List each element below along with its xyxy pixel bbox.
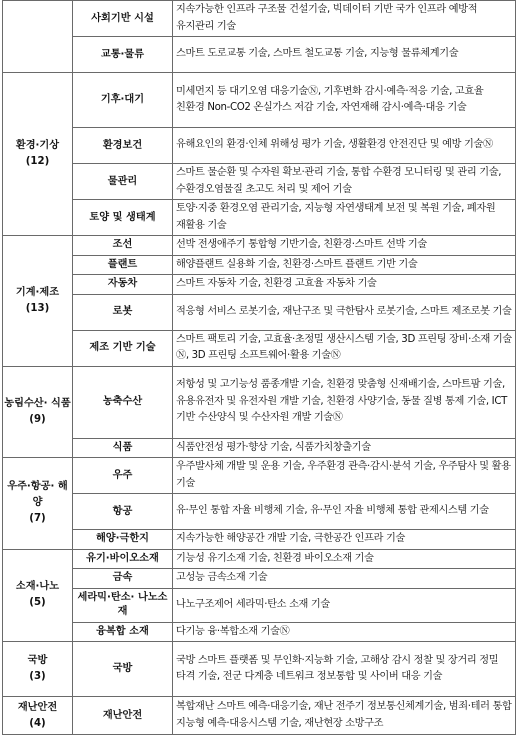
table-row <box>3 366 516 438</box>
description-cell: 선박 전생애주기 통합형 기반기술, 친환경·스마트 선박 기술 <box>173 236 516 256</box>
table-row <box>3 438 516 458</box>
table-row <box>3 275 516 295</box>
description-cell: 우주발사체 개발 및 운용 기술, 우주환경 관측·감시·분석 기술, 우주탐사 및 활용 기술 <box>173 458 516 494</box>
subcategory-cell: 제조 기반 기술 <box>73 330 173 366</box>
subcategory-cell: 유기·바이오소재 <box>73 549 173 569</box>
description-cell: 스마트 도로교통 기술, 스마트 철도교통 기술, 지능형 물류체계기술 <box>173 37 516 73</box>
table-row <box>3 494 516 530</box>
table-row <box>3 128 516 164</box>
subcategory-cell: 환경보건 <box>73 128 173 164</box>
category-cell <box>3 642 73 697</box>
subcategory-cell: 로봇 <box>73 294 173 330</box>
table-row <box>3 588 516 622</box>
category-name: 농림수산· 식품 <box>4 397 71 409</box>
table-row <box>3 200 516 236</box>
subcategory-cell: 우주 <box>73 458 173 494</box>
table-row <box>3 697 516 735</box>
subcategory-cell: 국방 <box>73 642 173 697</box>
table-row <box>3 1 516 37</box>
table-row <box>3 458 516 494</box>
description-cell: 식품안전성 평가·향상 기술, 식품가치창출기술 <box>173 438 516 458</box>
category-name: 국방 <box>27 655 48 666</box>
subcategory-cell: 해양·극한지 <box>73 530 173 550</box>
subcategory-cell: 세라믹·탄소· 나노소재 <box>73 588 173 622</box>
category-cell <box>3 236 73 367</box>
subcategory-cell: 금속 <box>73 569 173 589</box>
category-cell <box>3 366 73 458</box>
table-row <box>3 73 516 128</box>
category-count: (13) <box>25 302 50 314</box>
category-name: 소재·나노 <box>15 581 60 593</box>
subcategory-cell: 사회기반 시설 <box>73 1 173 37</box>
description-cell: 스마트 팩토리 기술, 고효율·초정밀 생산시스템 기술, 3D 프린팅 장비·소재 기술Ⓝ, 3D 프린팅 소프트웨어·활용 기술Ⓝ <box>173 330 516 366</box>
subcategory-cell: 조선 <box>73 236 173 256</box>
description-cell: 복합재난 스마트 예측·대응기술, 재난 전주기 정보통신체계기술, 범죄·테러 통합 지능형 예측·대응시스템 기술, 재난현장 소방구조 <box>173 697 516 735</box>
description-cell: 토양·지중 환경오염 관리기술, 지능형 자연생태계 보전 및 복원 기술, 폐자원 재활용 기술 <box>173 200 516 236</box>
category-name: 환경·기상 <box>15 140 60 151</box>
technology-table <box>2 0 516 735</box>
description-cell: 지속가능한 해양공간 개발 기술, 극한공간 인프라 기술 <box>173 530 516 550</box>
table-row <box>3 255 516 275</box>
subcategory-cell: 물관리 <box>73 164 173 200</box>
category-count: (3) <box>29 671 46 682</box>
category-count: (7) <box>29 513 46 525</box>
description-cell: 미세먼지 등 대기오염 대응기술Ⓝ, 기후변화 감시·예측·적응 기술, 고효율 친환경 Non-CO2 온실가스 저감 기술, 자연재해 감시·예측·대응 기술 <box>173 73 516 128</box>
description-cell: 나노구조제어 세라믹·탄소 소재 기술 <box>173 588 516 622</box>
category-name: 우주·항공· 해양 <box>7 481 68 509</box>
category-cell <box>3 458 73 550</box>
description-cell: 저항성 및 고기능성 품종개발 기술, 친환경 맞춤형 신재배기술, 스마트팜 기술, 유용유전자 및 유전자원 개발 기술, 친환경 사양기술, 동물 질병 통제 기술, ICT 기반 수산양식 및 수산자원 개발 기술Ⓝ <box>173 366 516 438</box>
table-row <box>3 622 516 642</box>
category-count: (4) <box>29 717 46 729</box>
description-cell: 해양플랜트 실용화 기술, 친환경·스마트 플랜트 기반 기술 <box>173 255 516 275</box>
table-row <box>3 164 516 200</box>
description-cell: 스마트 물순환 및 수자원 확보·관리 기술, 통합 수환경 모니터링 및 관리 기술, 수환경오염물질 초고도 처리 및 제어 기술 <box>173 164 516 200</box>
category-count: (12) <box>25 156 50 167</box>
table-row <box>3 236 516 256</box>
description-cell: 적응형 서비스 로봇기술, 재난구조 및 극한탐사 로봇기술, 스마트 제조로봇 기술 <box>173 294 516 330</box>
category-name: 재난안전 <box>17 701 58 713</box>
description-cell: 국방 스마트 플랫폼 및 무인화·지능화 기술, 고해상 감시 정찰 및 장거리 정밀 타격 기술, 전군 다계층 네트워크 정보통합 및 사이버 대응 기술 <box>173 642 516 697</box>
subcategory-cell: 교통·물류 <box>73 37 173 73</box>
category-name: 기계·제조 <box>15 286 60 298</box>
subcategory-cell: 항공 <box>73 494 173 530</box>
category-cell <box>3 1 73 73</box>
subcategory-cell: 토양 및 생태계 <box>73 200 173 236</box>
subcategory-cell: 기후·대기 <box>73 73 173 128</box>
description-cell: 고성능 금속소재 기술 <box>173 569 516 589</box>
table-row <box>3 642 516 697</box>
table-row <box>3 569 516 589</box>
subcategory-cell: 농축수산 <box>73 366 173 438</box>
table-row <box>3 330 516 366</box>
subcategory-cell: 플랜트 <box>73 255 173 275</box>
subcategory-cell: 식품 <box>73 438 173 458</box>
subcategory-cell: 재난안전 <box>73 697 173 735</box>
category-cell <box>3 549 73 642</box>
category-count: (9) <box>29 413 46 425</box>
description-cell: 다기능 융·복합소재 기술Ⓝ <box>173 622 516 642</box>
category-cell <box>3 697 73 735</box>
description-cell: 스마트 자동차 기술, 친환경 고효율 자동차 기술 <box>173 275 516 295</box>
subcategory-cell: 자동차 <box>73 275 173 295</box>
description-cell: 유해요인의 환경·인체 위해성 평가 기술, 생활환경 안전진단 및 예방 기술Ⓝ <box>173 128 516 164</box>
table-row <box>3 37 516 73</box>
table-row <box>3 530 516 550</box>
category-cell <box>3 73 73 236</box>
category-count: (5) <box>29 597 46 609</box>
table-row <box>3 294 516 330</box>
table-row <box>3 549 516 569</box>
description-cell: 기능성 유기소재 기술, 친환경 바이오소재 기술 <box>173 549 516 569</box>
description-cell: 유·무인 통합 자율 비행체 기술, 유·무인 자율 비행체 통합 관제시스템 기술 <box>173 494 516 530</box>
description-cell: 지속가능한 인프라 구조물 건설기술, 빅데이터 기반 국가 인프라 예방적 유지관리 기술 <box>173 1 516 37</box>
subcategory-cell: 융복합 소재 <box>73 622 173 642</box>
